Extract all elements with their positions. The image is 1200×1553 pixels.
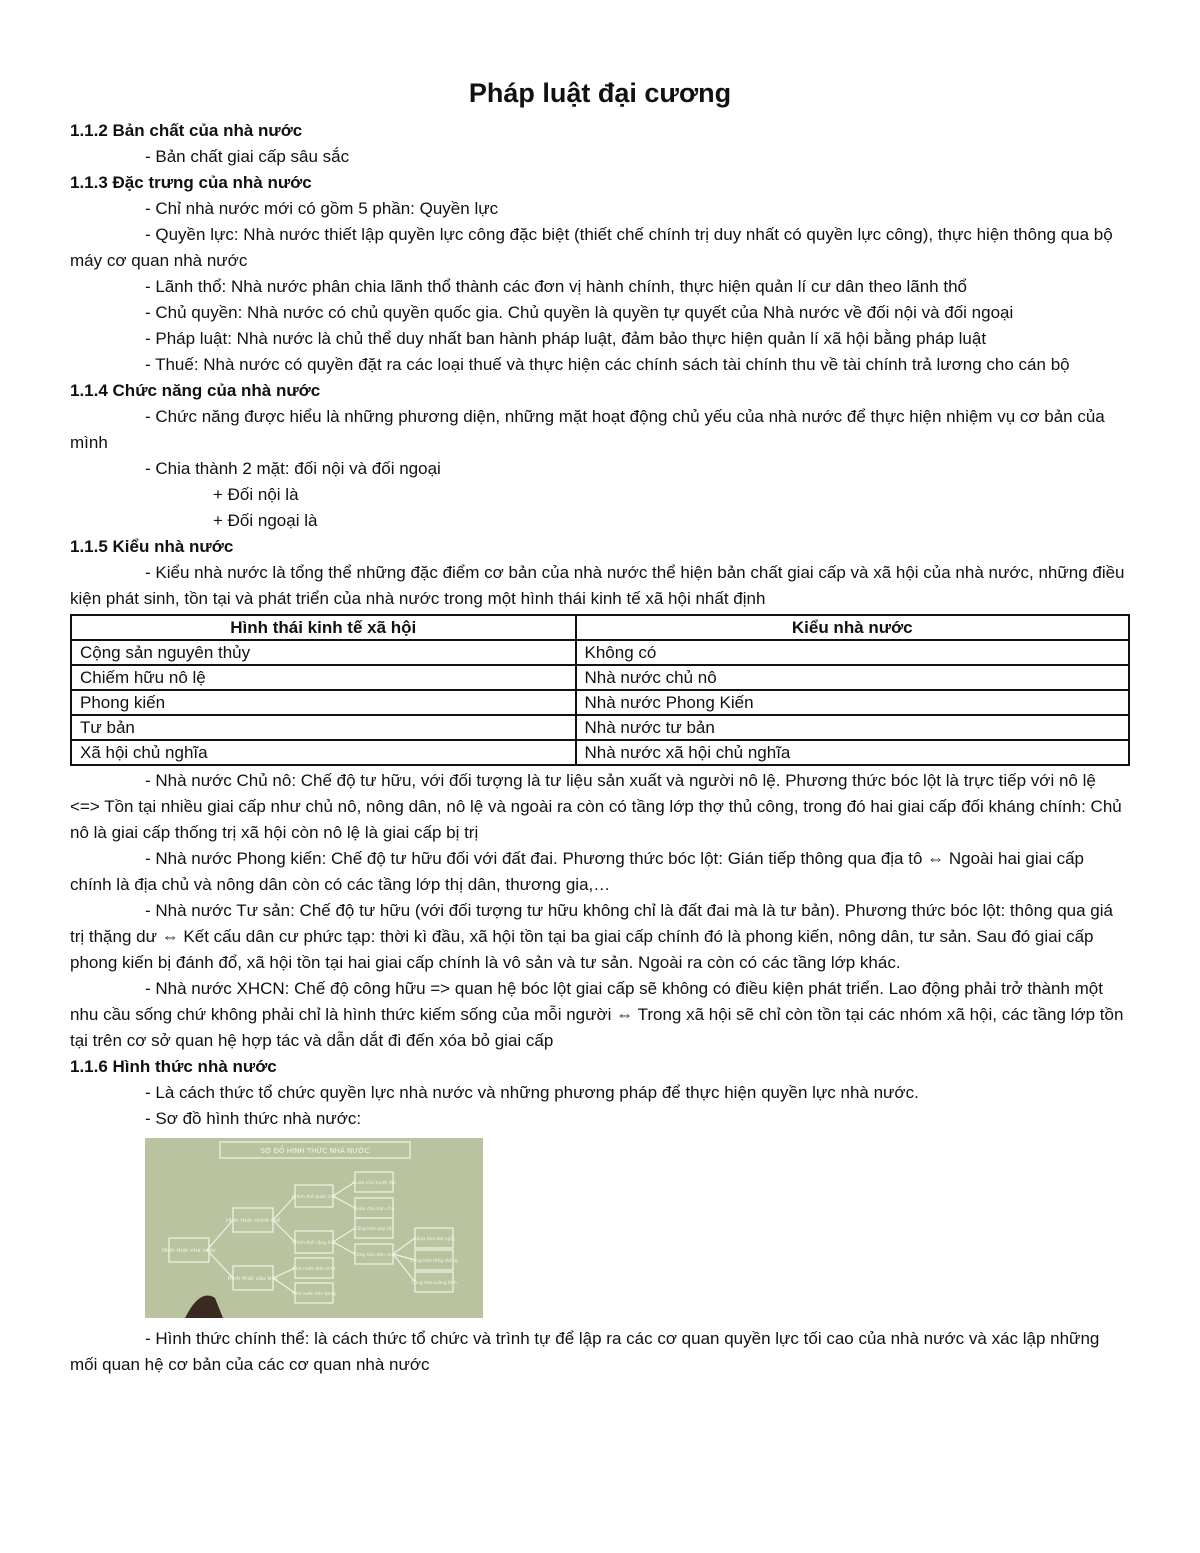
node-label: Hình thức chính thể <box>225 1218 281 1224</box>
paragraph: - Nhà nước Chủ nô: Chế độ tư hữu, với đối tượng là tư liệu sản xuất và người nô lệ. Phương thức bóc lột là trực tiếp với nô lệ <=> Tồn tại nhiều giai cấp như chủ nô, nông dân, nô lệ và ngoài ra còn có tầng lớp thợ thủ công, trong đó hai giai cấp đối kháng chính: Chủ nô là giai cấp thống trị xã hội còn nô lệ là giai cấp bị trị <box>70 771 1122 842</box>
sub-item: + Đối nội là <box>213 485 299 504</box>
table-cell: Phong kiến <box>71 690 576 715</box>
table-cell: Nhà nước tư bản <box>576 715 1130 740</box>
paragraph: - Lãnh thổ: Nhà nước phân chia lãnh thổ thành các đơn vị hành chính, thực hiện quản lí cư dân theo lãnh thổ <box>145 277 967 296</box>
paragraph: - Sơ đồ hình thức nhà nước: <box>145 1109 362 1128</box>
diagram-title: SƠ ĐỒ HÌNH THỨC NHÀ NƯỚC <box>260 1147 370 1155</box>
paragraph: - Kiểu nhà nước là tổng thể những đặc điểm cơ bản của nhà nước thể hiện bản chất giai cấp và xã hội của nhà nước, những điều kiện phát sinh, tồn tại và phát triển của nhà nước trong một hình thái kinh tế xã hội nhất định <box>70 563 1125 608</box>
table-cell: Tư bản <box>71 715 576 740</box>
table-row <box>71 715 1129 740</box>
node-label: Nhà nước đơn nhất <box>292 1267 336 1272</box>
table-cell: Cộng sản nguyên thủy <box>71 640 576 665</box>
paragraph: - Bản chất giai cấp sâu sắc <box>145 147 350 166</box>
paragraph: - Chia thành 2 mặt: đối nội và đối ngoại <box>145 459 441 478</box>
paragraph: - Nhà nước Phong kiến: Chế độ tư hữu đối với đất đai. Phương thức bóc lột: Gián tiếp thông qua địa tô ⇔ Ngoài hai giai cấp chính là địa chủ và nông dân còn có các tầng lớp thị dân, thương gia,… <box>70 849 1085 894</box>
photo-hand-shape <box>185 1296 223 1319</box>
table-cell: Chiếm hữu nô lệ <box>71 665 576 690</box>
diagram-svg <box>145 1138 483 1318</box>
table-cell: Không có <box>576 640 1130 665</box>
node-label: Chính thể quân chủ <box>291 1195 337 1200</box>
table-cell: Xã hội chủ nghĩa <box>71 740 576 765</box>
heading-1-1-6: 1.1.6 Hình thức nhà nước <box>70 1057 277 1076</box>
table-row <box>71 690 1129 715</box>
node-label: Hình thức nhà nước <box>162 1248 216 1254</box>
state-type-table <box>70 614 1130 766</box>
node-label: Cộng hòa dân chủ <box>353 1253 395 1258</box>
table-header-cell: Hình thái kinh tế xã hội <box>71 615 576 640</box>
paragraph: - Nhà nước Tư sản: Chế độ tư hữu (với đối tượng tư hữu không chỉ là đất đai mà là tư bản). Phương thức bóc lột: thông qua giá trị thặng dư ⇔ Kết cấu dân cư phức tạp: thời kì đầu, xã hội tồn tại ba giai cấp chính đó là phong kiến, nông dân, tư sản. Sau đó giai cấp phong kiến bị đánh đổ, xã hội tồn tại hai giai cấp chính là vô sản và tư sản. Ngoài ra còn có các tầng lớp khác. <box>70 901 1113 972</box>
table-row <box>71 665 1129 690</box>
heading-1-1-4: 1.1.4 Chức năng của nhà nước <box>70 381 321 400</box>
heading-1-1-2: 1.1.2 Bản chất của nhà nước <box>70 121 303 140</box>
node-label: Cộng hòa đại nghị <box>413 1237 455 1242</box>
table-cell: Nhà nước Phong Kiến <box>576 690 1130 715</box>
paragraph: - Thuế: Nhà nước có quyền đặt ra các loại thuế và thực hiện các chính sách tài chính thu về tài chính trả lương cho cán bộ <box>145 355 1070 374</box>
paragraph: - Quyền lực: Nhà nước thiết lập quyền lực công đặc biệt (thiết chế chính trị duy nhất có quyền lực công), thực hiện thông qua bộ máy cơ quan nhà nước <box>70 225 1113 270</box>
table-cell: Nhà nước chủ nô <box>576 665 1130 690</box>
node-label: Chính thể cộng hòa <box>292 1241 336 1246</box>
paragraph: - Chủ quyền: Nhà nước có chủ quyền quốc gia. Chủ quyền là quyền tự quyết của Nhà nước về đối nội và đối ngoại <box>145 303 1014 322</box>
node-label: Nhà nước liên bang <box>292 1292 336 1297</box>
paragraph: - Chỉ nhà nước mới có gồm 5 phần: Quyền lực <box>145 199 499 218</box>
paragraph: - Pháp luật: Nhà nước là chủ thể duy nhất ban hành pháp luật, đảm bảo thực hiện quản lí xã hội bằng pháp luật <box>145 329 987 348</box>
table-row <box>71 640 1129 665</box>
document-title: Pháp luật đại cương <box>468 78 732 108</box>
sub-item: + Đối ngoại là <box>213 511 318 530</box>
table-header-row <box>71 615 1129 640</box>
paragraph: - Chức năng được hiểu là những phương diện, những mặt hoạt động chủ yếu của nhà nước để thực hiện nhiệm vụ cơ bản của mình <box>70 407 1105 452</box>
table-cell: Nhà nước xã hội chủ nghĩa <box>576 740 1130 765</box>
heading-1-1-3: 1.1.3 Đặc trưng của nhà nước <box>70 173 312 192</box>
table-row <box>71 740 1129 765</box>
paragraph: - Là cách thức tổ chức quyền lực nhà nước và những phương pháp để thực hiện quyền lực nhà nước. <box>145 1083 919 1102</box>
node-label: Hình thức cấu trúc <box>227 1276 279 1282</box>
node-label: Quân chủ tuyệt đối <box>352 1181 396 1186</box>
paragraph: - Hình thức chính thể: là cách thức tổ chức và trình tự để lập ra các cơ quan quyền lực tối cao của nhà nước và xác lập những mối quan hệ cơ bản của các cơ quan nhà nước <box>70 1329 1100 1374</box>
node-label: Quân chủ hạn chế <box>353 1207 395 1212</box>
node-label: Cộng hòa lưỡng tính <box>411 1281 457 1286</box>
table-header-cell: Kiểu nhà nước <box>576 615 1130 640</box>
paragraph: - Nhà nước XHCN: Chế độ công hữu => quan hệ bóc lột giai cấp sẽ không có điều kiện phát triển. Lao động phải trở thành một nhu cầu sống chứ không phải chỉ là hình thức kiếm sống của mỗi người ⇔ Trong xã hội sẽ chỉ còn tồn tại các nhóm xã hội, các tầng lớp tồn tại trên cơ sở quan hệ hợp tác và dẫn dắt đi đến xóa bỏ giai cấp <box>70 979 1124 1050</box>
heading-1-1-5: 1.1.5 Kiểu nhà nước <box>70 537 234 556</box>
state-form-diagram-photo <box>145 1138 483 1318</box>
node-label: Cộng hòa tổng thống <box>410 1259 458 1264</box>
node-label: Cộng hòa quý tộc <box>354 1227 394 1232</box>
